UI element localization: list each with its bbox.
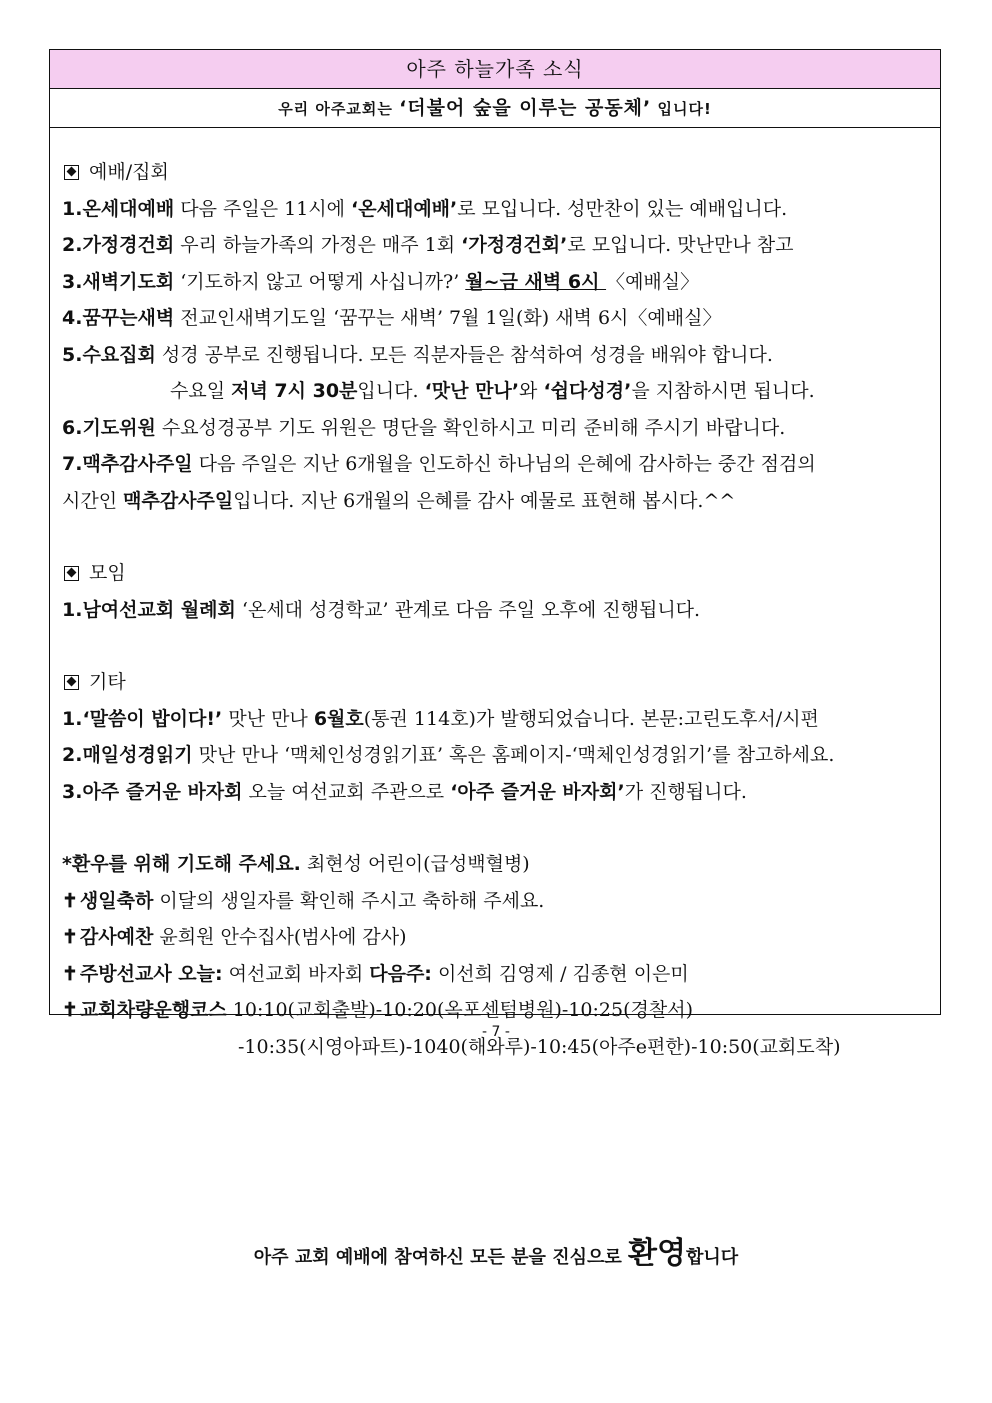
item-text: (통권 114호)가 발행되었습니다. 본문:고린도후서/시편 (363, 707, 819, 730)
item-emphasis: ‘가정경건회’ (461, 234, 568, 256)
item-label: 5.수요집회 (62, 343, 156, 366)
item-label: 생일축하 (79, 889, 154, 912)
item-text: 최현성 어린이(급성백혈병) (300, 853, 530, 875)
item-emphasis: 맥추감사주일 (123, 489, 234, 512)
item-text: 수요성경공부 기도 위원은 명단을 확인하시고 미리 준비해 주시기 바랍니다. (155, 416, 786, 439)
worship-item-5-cont (62, 373, 940, 410)
item-text: 다음 주일은 11시에 (174, 197, 352, 220)
section-title: 모임 (89, 562, 126, 584)
item-text: 〈예배실〉 (606, 270, 700, 293)
page-title: 아주 하늘가족 소식 (50, 50, 940, 89)
cross-icon: ✝ (62, 999, 78, 1021)
item-text: ‘기도하지 않고 어떻게 사십니까?’ (174, 270, 466, 293)
item-emphasis: 월~금 새벽 6시 (465, 270, 607, 293)
item-text: 다음 주일은 지난 6개월을 인도하신 하나님의 은혜에 감사하는 중간 점검의 (192, 453, 816, 475)
diamond-square-icon (64, 566, 79, 581)
item-emphasis: ‘쉽다성경’ (543, 380, 632, 402)
worship-item-4 (62, 300, 940, 337)
worship-item-3 (62, 264, 940, 301)
welcome-text: 아주 교회 예배에 참여하신 모든 분을 진심으로 (253, 1247, 629, 1268)
section-worship-heading (62, 154, 940, 191)
item-label: 1.남여선교회 월례회 (62, 598, 236, 621)
welcome-highlight: 환영 (628, 1236, 687, 1271)
item-text: 이선희 김영제 / 김종현 이은미 (431, 962, 689, 985)
item-text: 오늘 여선교회 주관으로 (242, 780, 451, 803)
item-label: 교회차량운행코스 (79, 999, 227, 1021)
section-meeting-heading (62, 555, 940, 592)
welcome-message (0, 1228, 992, 1272)
item-text: 시간인 (62, 489, 124, 512)
bulletin-frame (49, 49, 941, 1058)
item-text: 가 진행됩니다. (624, 780, 747, 803)
motto-prefix: 우리 아주교회는 (278, 100, 400, 118)
section-etc-heading (62, 664, 940, 701)
cross-icon: ✝ (62, 889, 78, 912)
item-text: 을 지참하시면 됩니다. (631, 380, 815, 402)
section-title: 기타 (89, 671, 126, 693)
item-label: 1.‘말씀이 밥이다!’ (62, 707, 223, 730)
notice-birthday (62, 883, 940, 920)
item-emphasis: ‘온세대예배’ (351, 197, 458, 220)
notice-kitchen (62, 956, 940, 993)
diamond-square-icon (64, 675, 79, 690)
etc-item-2 (62, 737, 940, 774)
item-label: 3.아주 즐거운 바자회 (62, 780, 243, 803)
item-text: -10:35(시영아파트)-1040(해와루)-10:45(아주e편한)-10:50(교회도착) (238, 1035, 841, 1058)
item-text: 로 모입니다. 맛난만나 참고 (567, 234, 794, 256)
item-label: 다음주: (369, 962, 432, 985)
notice-thanks (62, 919, 940, 956)
item-text: 수요일 (170, 380, 232, 402)
worship-item-6 (62, 410, 940, 447)
item-text: 윤희원 안수집사(범사에 감사) (153, 926, 407, 948)
item-label: 주방선교사 오늘: (79, 962, 223, 985)
motto-main: ‘더불어 숲을 이루는 공동체’ (399, 97, 652, 119)
worship-item-5 (62, 337, 940, 374)
worship-item-2 (62, 227, 940, 264)
page-number: - 7 - (482, 1024, 510, 1040)
notice-prayer (62, 846, 940, 883)
item-text: 와 (519, 380, 544, 402)
item-label: 감사예찬 (79, 926, 154, 948)
diamond-square-icon (64, 165, 79, 180)
item-emphasis: 저녁 7시 30분 (231, 380, 358, 402)
item-label: 1.온세대예배 (62, 197, 175, 220)
item-label: *환우를 위해 기도해 주세요. (62, 853, 301, 875)
item-text: 10:10(교회출발)-10:20(옥포센텀병원)-10:25(경찰서) (226, 999, 693, 1021)
cross-icon: ✝ (62, 962, 78, 985)
item-label: 3.새벽기도회 (62, 270, 175, 293)
item-text: 입니다. (357, 380, 425, 402)
item-text: 맛난 만나 ‘맥체인성경읽기표’ 혹은 홈페이지-‘맥체인성경읽기’를 참고하세요. (192, 744, 835, 766)
item-text: 로 모입니다. 성만찬이 있는 예배입니다. (457, 197, 788, 220)
item-text: 성경 공부로 진행됩니다. 모든 직분자들은 참석하여 성경을 배워야 합니다. (155, 343, 773, 366)
worship-item-7-cont (62, 483, 940, 520)
worship-item-7 (62, 446, 940, 483)
item-emphasis: ‘아주 즐거운 바자회’ (450, 780, 625, 803)
bulletin-content (50, 128, 940, 1065)
meeting-item-1 (62, 592, 940, 629)
item-text: 이달의 생일자를 확인해 주시고 축하해 주세요. (153, 889, 545, 912)
item-text: 맛난 만나 (222, 707, 314, 730)
item-label: 7.맥추감사주일 (62, 453, 193, 475)
item-emphasis: 6월호 (313, 707, 364, 730)
church-motto (50, 89, 940, 128)
etc-item-3 (62, 774, 940, 811)
item-text: 입니다. 지난 6개월의 은혜를 감사 예물로 표현해 봅시다.^^ (233, 489, 736, 512)
worship-item-1 (62, 191, 940, 228)
item-label: 4.꿈꾸는새벽 (62, 307, 175, 329)
item-text: 우리 하늘가족의 가정은 매주 1회 (174, 234, 462, 256)
item-emphasis: ‘맛난 만나’ (424, 380, 520, 402)
section-title: 예배/집회 (89, 161, 169, 183)
item-text: ‘온세대 성경학교’ 관계로 다음 주일 오후에 진행됩니다. (235, 598, 701, 621)
item-label: 6.기도위원 (62, 416, 156, 439)
item-text: 여선교회 바자회 (222, 962, 370, 985)
motto-suffix: 입니다! (651, 100, 712, 118)
item-text: 전교인새벽기도일 ‘꿈꾸는 새벽’ 7월 1일(화) 새벽 6시〈예배실〉 (174, 307, 722, 329)
item-label: 2.가정경건회 (62, 234, 175, 256)
cross-icon: ✝ (62, 926, 78, 948)
welcome-text: 합니다 (686, 1247, 739, 1268)
item-label: 2.매일성경읽기 (62, 744, 193, 766)
etc-item-1 (62, 701, 940, 738)
